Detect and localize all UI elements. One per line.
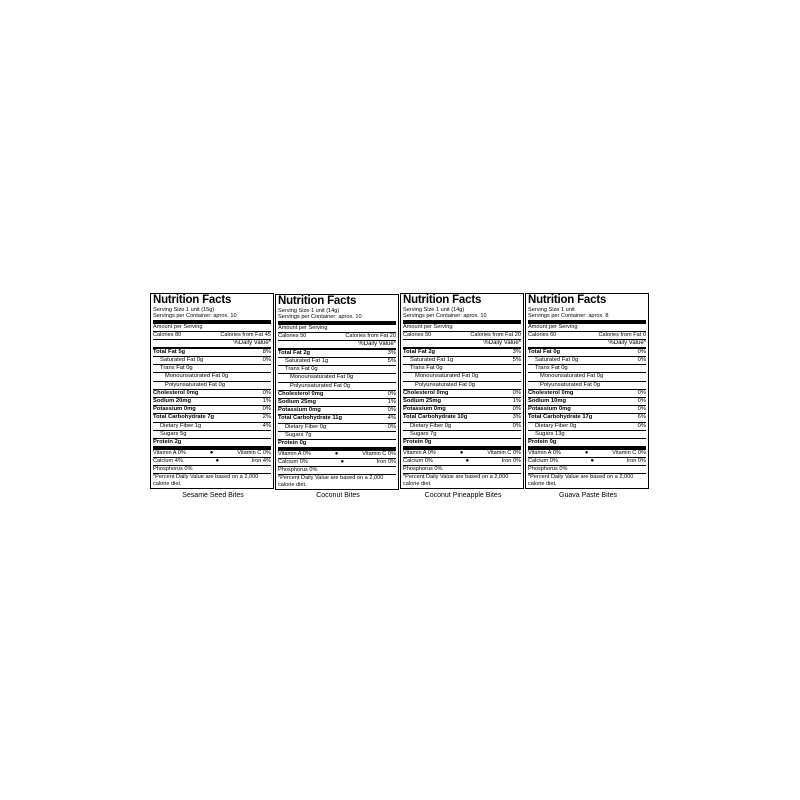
nutrition-facts-label bbox=[525, 293, 649, 489]
product-caption: Coconut Pineapple Bites bbox=[424, 492, 502, 499]
daily-value-header: %Daily Value* bbox=[528, 339, 646, 347]
vitamin-a: Vitamin A 0% bbox=[528, 450, 561, 457]
vitamin-c: Vitamin C 0% bbox=[237, 450, 271, 457]
nutrient-row bbox=[528, 389, 646, 397]
vitamins-row bbox=[403, 450, 521, 457]
nutrient-row bbox=[403, 356, 521, 364]
nutrient-row bbox=[528, 364, 646, 372]
nutrient-name: Polyunsaturated Fat 0g bbox=[415, 381, 475, 388]
nutrient-daily-value: 0% bbox=[637, 406, 646, 413]
footnote: *Percent Daily Value are based on a 2,000 calorie diet. bbox=[278, 474, 396, 489]
nutrient-name: Cholesterol 0mg bbox=[278, 390, 324, 397]
nutrient-daily-value: 5% bbox=[387, 358, 396, 365]
nutrition-facts-label bbox=[400, 293, 524, 489]
nutrient-row bbox=[278, 390, 396, 398]
nutrient-row bbox=[278, 350, 396, 357]
nutrient-row bbox=[403, 413, 521, 421]
nutrient-daily-value: 1% bbox=[387, 399, 396, 406]
nutrient-name: Total Carbohydrate 17g bbox=[528, 414, 593, 421]
servings-per-container: Servings per Container: aprox. 10 bbox=[403, 313, 487, 320]
bullet-icon: ● bbox=[590, 458, 595, 465]
nutrient-name: Protein 0g bbox=[278, 440, 307, 447]
nutrient-name: Potassium 0mg bbox=[153, 406, 196, 413]
calories-from-fat: Calories from Fat 45 bbox=[220, 331, 271, 338]
nutrient-row bbox=[153, 356, 271, 364]
nutrient-name: Total Fat 2g bbox=[403, 348, 436, 355]
nutrient-row bbox=[528, 438, 646, 446]
nutrient-row bbox=[153, 389, 271, 397]
calories-row bbox=[278, 333, 396, 340]
nutrition-facts-label bbox=[150, 293, 274, 489]
vitamin-c: Vitamin C 0% bbox=[362, 451, 396, 458]
nutrient-name: Dietary Fiber 1g bbox=[160, 422, 202, 429]
label-title: Nutrition Facts bbox=[403, 294, 482, 306]
phosphorus: Phosphorus 0% bbox=[278, 467, 318, 474]
nutrient-name: Saturated Fat 1g bbox=[410, 357, 454, 364]
nutrient-name: Potassium 0mg bbox=[403, 406, 446, 413]
nutrient-name: Sodium 25mg bbox=[278, 399, 317, 406]
nutrient-row bbox=[528, 356, 646, 364]
nutrient-name: Sugars 7g bbox=[285, 431, 312, 438]
nutrient-name: Cholesterol 0mg bbox=[153, 389, 199, 396]
calcium: Calcium 4% bbox=[153, 458, 183, 465]
nutrient-row bbox=[153, 397, 271, 405]
nutrient-name: Sodium 25mg bbox=[403, 398, 442, 405]
phosphorus-row bbox=[528, 465, 646, 473]
nutrient-name: Sugars 5g bbox=[160, 430, 187, 437]
nutrient-name: Total Carbohydrate 11g bbox=[278, 415, 342, 422]
nutrient-row bbox=[403, 430, 521, 438]
footnote: *Percent Daily Value are based on a 2,000 calorie diet. bbox=[528, 473, 646, 488]
nutrient-daily-value: 3% bbox=[512, 348, 521, 355]
servings-per-container: Servings per Container: aprox. 8 bbox=[528, 313, 609, 320]
nutrient-name: Polyunsaturated Fat 0g bbox=[290, 382, 350, 389]
nutrient-row bbox=[403, 372, 521, 380]
nutrient-name: Sodium 10mg bbox=[528, 398, 567, 405]
nutrient-row bbox=[153, 430, 271, 438]
calories-from-fat: Calories from Fat 20 bbox=[345, 332, 396, 339]
nutrient-name: Sugars 13g bbox=[535, 430, 565, 437]
iron: Iron 0% bbox=[626, 458, 646, 465]
nutrient-row bbox=[528, 349, 646, 356]
label-title: Nutrition Facts bbox=[528, 294, 607, 306]
nutrient-row bbox=[153, 381, 271, 389]
nutrient-row bbox=[403, 364, 521, 372]
nutrient-daily-value: 4% bbox=[387, 415, 396, 422]
nutrient-row bbox=[278, 406, 396, 414]
phosphorus: Phosphorus 0% bbox=[528, 466, 568, 473]
amount-per-serving: Amount per Serving bbox=[403, 323, 453, 330]
calcium: Calcium 0% bbox=[278, 459, 308, 466]
daily-value-header: %Daily Value* bbox=[153, 339, 271, 347]
nutrient-daily-value: 4% bbox=[262, 422, 271, 429]
vitamins-row bbox=[528, 450, 646, 457]
nutrient-daily-value: 3% bbox=[387, 349, 396, 356]
nutrient-daily-value: 0% bbox=[637, 389, 646, 396]
nutrient-daily-value: 0% bbox=[262, 357, 271, 364]
nutrient-row bbox=[153, 405, 271, 413]
nutrient-name: Saturated Fat 0g bbox=[535, 357, 579, 364]
nutrient-name: Trans Fat 0g bbox=[285, 366, 318, 373]
iron: Iron 0% bbox=[376, 459, 396, 466]
nutrient-daily-value: 0% bbox=[262, 406, 271, 413]
product-caption: Guava Paste Bites bbox=[559, 492, 617, 499]
nutrient-name: Potassium 0mg bbox=[528, 406, 571, 413]
nutrient-name: Trans Fat 0g bbox=[160, 365, 193, 372]
serving-size: Serving Size 1 unit (15g) bbox=[153, 307, 215, 313]
bullet-icon: ● bbox=[215, 458, 220, 465]
minerals-row bbox=[403, 457, 521, 465]
nutrient-row bbox=[528, 430, 646, 438]
nutrient-row bbox=[403, 389, 521, 397]
bullet-icon: ● bbox=[334, 451, 339, 458]
phosphorus: Phosphorus 0% bbox=[403, 466, 443, 473]
nutrient-row bbox=[278, 398, 396, 406]
nutrient-name: Dietary Fiber 0g bbox=[410, 422, 452, 429]
nutrient-name: Total Fat 0g bbox=[528, 348, 561, 355]
nutrient-daily-value: 0% bbox=[637, 422, 646, 429]
nutrient-daily-value: 3% bbox=[512, 414, 521, 421]
bullet-icon: ● bbox=[340, 459, 345, 466]
nutrient-daily-value: 0% bbox=[387, 423, 396, 430]
nutrient-row bbox=[528, 397, 646, 405]
nutrient-name: Saturated Fat 1g bbox=[285, 358, 329, 365]
nutrient-name: Polyunsaturated Fat 0g bbox=[540, 381, 600, 388]
label-title: Nutrition Facts bbox=[153, 294, 232, 306]
nutrient-daily-value: 1% bbox=[262, 398, 271, 405]
nutrient-row bbox=[278, 431, 396, 439]
nutrient-name: Dietary Fiber 0g bbox=[535, 422, 577, 429]
minerals-row bbox=[528, 457, 646, 465]
vitamin-a: Vitamin A 0% bbox=[278, 451, 311, 458]
vitamins-row bbox=[278, 451, 396, 458]
nutrient-daily-value: 0% bbox=[262, 389, 271, 396]
nutrient-name: Monounsaturated Fat 0g bbox=[540, 373, 604, 380]
calories: Calories 80 bbox=[153, 331, 182, 338]
nutrient-row bbox=[278, 373, 396, 381]
bullet-icon: ● bbox=[459, 450, 464, 457]
nutrient-name: Cholesterol 0mg bbox=[528, 389, 574, 396]
calories-from-fat: Calories from Fat 0 bbox=[598, 331, 646, 338]
calories-row bbox=[403, 332, 521, 339]
nutrient-row bbox=[278, 414, 396, 422]
nutrient-name: Total Carbohydrate 7g bbox=[153, 414, 215, 421]
nutrient-row bbox=[278, 357, 396, 365]
nutrient-daily-value: 2% bbox=[262, 414, 271, 421]
nutrient-row bbox=[403, 422, 521, 430]
nutrition-facts-label bbox=[275, 294, 399, 490]
vitamin-a: Vitamin A 0% bbox=[153, 450, 186, 457]
nutrient-daily-value: 0% bbox=[637, 398, 646, 405]
nutrient-row bbox=[153, 422, 271, 430]
amount-per-serving: Amount per Serving bbox=[528, 323, 578, 330]
nutrient-name: Sugars 7g bbox=[410, 430, 437, 437]
calcium: Calcium 0% bbox=[403, 458, 433, 465]
calories-from-fat: Calories from Fat 20 bbox=[470, 331, 521, 338]
nutrient-row bbox=[278, 382, 396, 390]
iron: Iron 0% bbox=[501, 458, 521, 465]
nutrient-daily-value: 6% bbox=[637, 414, 646, 421]
serving-size: Serving Size 1 unit (14g) bbox=[403, 307, 465, 313]
nutrient-name: Monounsaturated Fat 0g bbox=[165, 373, 229, 380]
minerals-row bbox=[278, 458, 396, 466]
phosphorus-row bbox=[153, 465, 271, 473]
nutrient-name: Saturated Fat 0g bbox=[160, 357, 204, 364]
vitamin-c: Vitamin C 0% bbox=[612, 450, 646, 457]
nutrient-row bbox=[153, 438, 271, 446]
serving-size: Serving Size 1 unit bbox=[528, 307, 575, 313]
nutrient-daily-value: 0% bbox=[637, 348, 646, 355]
nutrient-row bbox=[403, 349, 521, 356]
nutrient-row bbox=[528, 413, 646, 421]
phosphorus-row bbox=[403, 465, 521, 473]
nutrient-row bbox=[153, 372, 271, 380]
label-title: Nutrition Facts bbox=[278, 295, 357, 307]
calcium: Calcium 0% bbox=[528, 458, 558, 465]
serving-size: Serving Size 1 unit (14g) bbox=[278, 308, 340, 314]
nutrient-name: Protein 2g bbox=[153, 439, 182, 446]
bullet-icon: ● bbox=[465, 458, 470, 465]
nutrient-daily-value: 0% bbox=[637, 357, 646, 364]
nutrient-name: Sodium 20mg bbox=[153, 398, 192, 405]
bullet-icon: ● bbox=[584, 450, 589, 457]
calories-row bbox=[153, 332, 271, 339]
nutrient-name: Total Fat 5g bbox=[153, 348, 186, 355]
servings-per-container: Servings per Container: aprox. 10 bbox=[278, 314, 362, 321]
nutrient-name: Potassium 0mg bbox=[278, 407, 321, 414]
nutrient-daily-value: 0% bbox=[512, 422, 521, 429]
daily-value-header: %Daily Value* bbox=[403, 339, 521, 347]
nutrient-row bbox=[528, 381, 646, 389]
nutrient-row bbox=[153, 364, 271, 372]
nutrient-row bbox=[528, 372, 646, 380]
nutrient-row bbox=[278, 423, 396, 431]
nutrient-name: Dietary Fiber 0g bbox=[285, 423, 327, 430]
phosphorus: Phosphorus 0% bbox=[153, 466, 193, 473]
product-caption: Sesame Seed Bites bbox=[182, 492, 244, 499]
calories-row bbox=[528, 332, 646, 339]
nutrient-row bbox=[278, 439, 396, 447]
amount-per-serving: Amount per Serving bbox=[278, 324, 328, 331]
nutrient-row bbox=[403, 381, 521, 389]
product-caption: Coconut Bites bbox=[316, 492, 360, 499]
nutrient-name: Trans Fat 0g bbox=[535, 365, 568, 372]
nutrient-daily-value: 0% bbox=[512, 406, 521, 413]
calories: Calories 50 bbox=[403, 331, 432, 338]
nutrient-name: Total Carbohydrate 10g bbox=[403, 414, 468, 421]
nutrient-daily-value: 5% bbox=[512, 357, 521, 364]
nutrient-name: Polyunsaturated Fat 0g bbox=[165, 381, 225, 388]
vitamin-a: Vitamin A 0% bbox=[403, 450, 436, 457]
nutrient-daily-value: 0% bbox=[512, 389, 521, 396]
nutrient-name: Trans Fat 0g bbox=[410, 365, 443, 372]
vitamins-row bbox=[153, 450, 271, 457]
amount-per-serving: Amount per Serving bbox=[153, 323, 203, 330]
vitamin-c: Vitamin C 0% bbox=[487, 450, 521, 457]
calories: Calories 50 bbox=[278, 332, 307, 339]
nutrient-name: Monounsaturated Fat 0g bbox=[415, 373, 479, 380]
minerals-row bbox=[153, 457, 271, 465]
nutrient-row bbox=[403, 438, 521, 446]
nutrient-row bbox=[403, 405, 521, 413]
footnote: *Percent Daily Value are based on a 2,000 calorie diet. bbox=[403, 473, 521, 488]
nutrient-row bbox=[528, 405, 646, 413]
nutrient-row bbox=[528, 422, 646, 430]
calories: Calories 60 bbox=[528, 331, 557, 338]
nutrient-row bbox=[403, 397, 521, 405]
nutrient-daily-value: 1% bbox=[512, 398, 521, 405]
daily-value-header: %Daily Value* bbox=[278, 340, 396, 348]
nutrient-name: Total Fat 2g bbox=[278, 349, 311, 356]
nutrient-row bbox=[278, 365, 396, 373]
footnote: *Percent Daily Value are based on a 2,000 calorie diet. bbox=[153, 473, 271, 488]
nutrient-row bbox=[153, 349, 271, 356]
iron: Iron 4% bbox=[251, 458, 271, 465]
nutrient-row bbox=[153, 413, 271, 421]
nutrient-daily-value: 8% bbox=[262, 348, 271, 355]
phosphorus-row bbox=[278, 466, 396, 474]
nutrient-name: Monounsaturated Fat 0g bbox=[290, 374, 354, 381]
nutrient-name: Protein 0g bbox=[528, 439, 557, 446]
nutrient-daily-value: 0% bbox=[387, 390, 396, 397]
nutrient-name: Protein 0g bbox=[403, 439, 432, 446]
nutrient-name: Cholesterol 0mg bbox=[403, 389, 449, 396]
servings-per-container: Servings per Container: aprox. 10 bbox=[153, 313, 237, 320]
bullet-icon: ● bbox=[209, 450, 214, 457]
nutrient-daily-value: 0% bbox=[387, 407, 396, 414]
